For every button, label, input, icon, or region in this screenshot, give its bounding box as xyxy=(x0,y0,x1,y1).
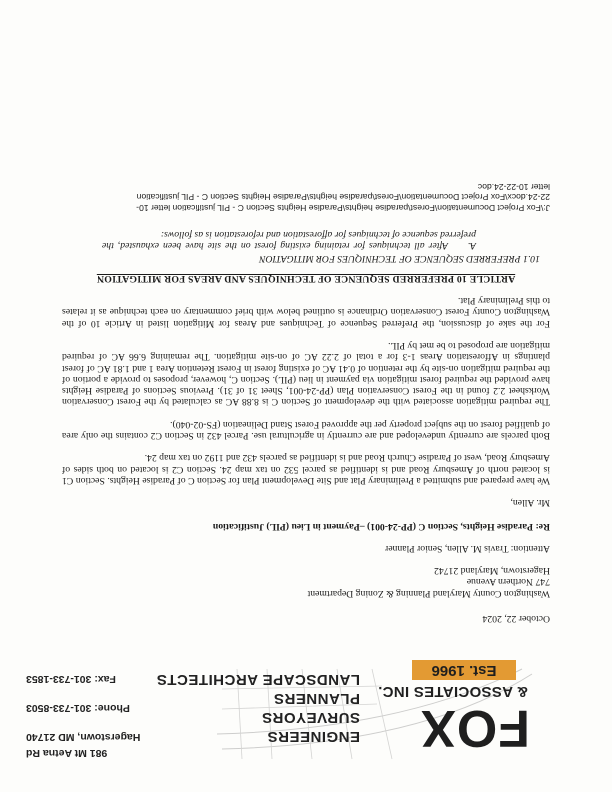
recipient-address xyxy=(62,565,550,599)
article-heading: ARTICLE 10 PREFERRED SEQUENCE OF TECHNIQUES AND AREAS FOR MITIGATION xyxy=(96,272,516,284)
salutation: Mr. Allen, xyxy=(510,497,550,509)
body-paragraph: We have prepared and submitted a Preliminary Plat and Site Development Plan for Section C of Paradise Heights. Section C1 is located north of Amesbury Road and is identified as parcel 532 on tax map 24. Section C2 is located on both sides of Amesbury Road, west of Paradise Church Road and is identified as parcels 432 and 1192 on tax map 24. xyxy=(62,452,550,486)
section-a xyxy=(102,229,476,252)
section-a-label: A. xyxy=(467,240,476,252)
section-a-text: After all techniques for retaining existing forest on the site have been exhausted, the preferred sequence of techniques for afforestation and reforestation is as follows: xyxy=(102,228,476,252)
phone-number: Phone: 301-733-8503 xyxy=(26,702,130,714)
file-path-footer: J:\Fox Project Documentation\Forest\paradise heights\Paradise Heights Section C - PIL justification letter 10-22-24.docx\Fox Project Documentation\Forest\paradise heights\Paradise Heights Section C - PIL justification letter 10-22-24.doc xyxy=(136,181,550,213)
section-title: 10.1 PREFERRED SEQUENCE OF TECHNIQUES FOR MITIGATION xyxy=(259,253,540,265)
logo-established-badge: Est. 1966 xyxy=(412,660,516,680)
recipient-line: Hagerstown, Maryland 21742 xyxy=(434,565,550,577)
service-item: PLANNERS xyxy=(273,690,360,707)
attention-line: Attention: Travis M. Allen, Senior Planner xyxy=(385,542,550,554)
recipient-line: Washington County Maryland Planning & Zoning Department xyxy=(307,587,550,599)
letter-body xyxy=(62,181,550,624)
letter-date: October 22, 2024 xyxy=(482,613,550,624)
letterhead xyxy=(0,642,612,792)
body-paragraph: For the sake of discussion, the Preferred Sequence of Techniques and Areas for Mitigation listed in Article 10 of the Washington County Forest Conservation Ordinance is outlined below with brief commentary on each technique as it relates to this Preliminary Plat. xyxy=(62,295,550,329)
recipient-line: 747 Northern Avenue xyxy=(466,576,550,588)
body-paragraph: The required mitigation associated with the development of Section C is 8.88 AC as calculated by the Forest Conservation Worksheet 2.2 found in the Forest Conservation Plan (PP-24-001, Sheet 31 of 31). Previous Sections of Paradise Heights have provided the required forest mitigation via payment in lieu (PIL). Section C, however, proposes to provide a portion of the required mitigation on-site by the retention of 0.41 AC of existing forest in Forest Retention Area 1 and 1.81 AC of forest plantings in Afforestation Areas 1-3 for a total of 2.22 AC of on-site mitigation. The remaining 6.66 AC of required mitigation are proposed to be met by PIL. xyxy=(62,339,550,408)
service-item: ENGINEERS xyxy=(267,728,360,745)
body-paragraph: Both parcels are currently undeveloped and are currently in agricultural use. Parcel 432 in Section C2 contains the only area of qualified forest on the subject property per the approved Forest Stand Delineation (FS-02-040). xyxy=(62,418,550,442)
contact-info xyxy=(26,657,166,760)
services-list xyxy=(156,670,360,746)
service-item: SURVEYORS xyxy=(261,709,360,726)
company-logo xyxy=(377,656,530,757)
logo-wordmark: FOX xyxy=(420,699,530,757)
fax-number: Fax: 301-733-1853 xyxy=(26,673,116,685)
subject-line: Re: Paradise Heights, Section C (PP-24-001) –Payment in Lieu (PIL) Justification xyxy=(212,520,550,532)
address-line-2: Hagerstown, MD 21740 xyxy=(26,731,141,743)
address-line-1: 981 Mt Aetna Rd xyxy=(26,747,108,759)
logo-subtitle: & ASSOCIATES INC. xyxy=(377,683,528,700)
service-item: LANDSCAPE ARCHITECTS xyxy=(156,671,360,688)
